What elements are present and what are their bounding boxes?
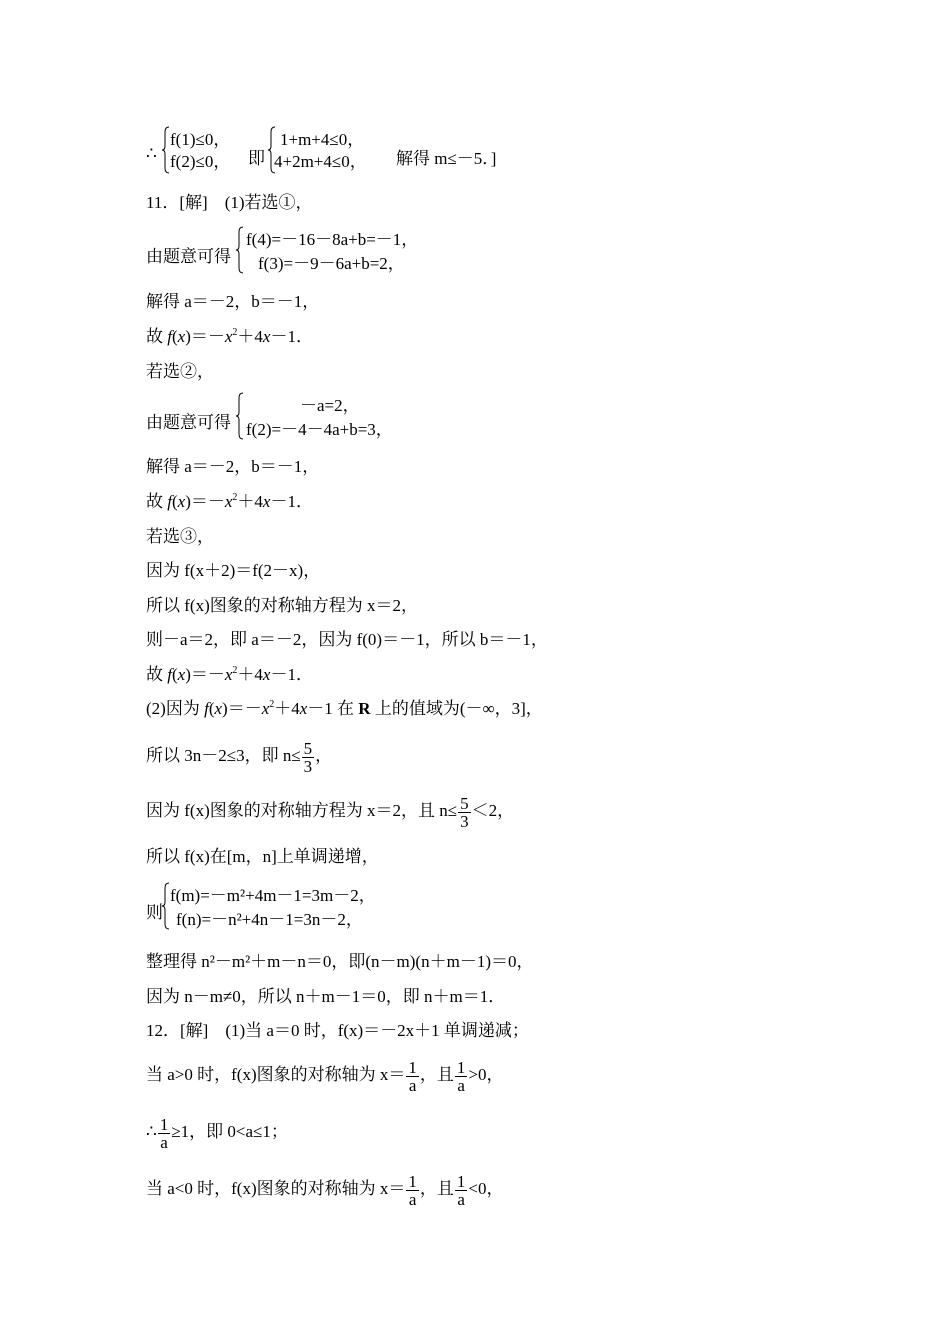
system-row: f(n)=－n²+4n－1=3n－2， <box>176 910 363 929</box>
left-brace-icon <box>162 126 170 174</box>
text-line-fraction: 当 a>0 时，f(x)图象的对称轴为 x＝ $\frac{1}{a}$ ，且 $\frac{1}{a}$ >0， <box>146 1057 504 1095</box>
text-line: 则－a＝2，即 a＝－2，因为 f(0)＝－1，所以 b＝－1， <box>146 630 548 649</box>
text-line: 因为 n－m≠0，所以 n＋m－1＝0，即 n＋m＝1． <box>146 987 506 1006</box>
system-row: f(2)=－4－4a+b=3， <box>246 420 393 439</box>
left-brace-icon <box>236 226 244 274</box>
system-row: 1+m+4≤0， <box>280 130 365 149</box>
system-row: f(2)≤0， <box>170 152 231 171</box>
text-line: 因为 f(x＋2)＝f(2－x)， <box>146 561 321 580</box>
text-line-fraction: 所以 3n－2≤3，即 n≤ $\frac{5}{3}$ ， <box>146 738 333 776</box>
text-line: 所以 f(x)在[m，n]上单调递增， <box>146 847 379 866</box>
system-row: f(1)≤0， <box>170 130 231 149</box>
text-line: 故 $f(x)=-x^2+4x-1$． <box>146 492 313 511</box>
text-line-fraction: 因为 f(x)图象的对称轴方程为 x＝2，且 n≤ $\frac{5}{3}$ ＜2， <box>146 793 515 831</box>
system-row: －a=2， <box>300 396 360 415</box>
therefore-symbol: ∴ <box>146 144 157 163</box>
problem-11-heading: 11．[解] (1)若选①， <box>146 193 313 212</box>
left-brace-icon <box>162 882 170 930</box>
fraction: $\frac{1}{a}$ <box>408 1057 417 1095</box>
text-line: 故 $f(x)=-x^2+4x-1$． <box>146 327 313 346</box>
problem-12-heading: 12．[解] (1)当 a＝0 时，f(x)＝－2x＋1 单调递减； <box>146 1021 529 1040</box>
text-line: 解得 a＝－2，b＝－1， <box>146 292 320 311</box>
system-row: f(3)=－9－6a+b=2， <box>258 254 405 273</box>
text-line: (2)因为 $f(x)=-x^2+4x-1$ 在 R 上的值域为(－∞，3]， <box>146 699 543 718</box>
text-line: 所以 f(x)图象的对称轴方程为 x＝2， <box>146 596 418 615</box>
system-row: 4+2m+4≤0， <box>274 152 367 171</box>
text-line: 若选②， <box>146 362 214 381</box>
text-line-fraction: ∴ $\frac{1}{a}$ ≥1，即 0<a≤1； <box>146 1114 288 1152</box>
fraction: $\frac{5}{3}$ <box>460 793 469 831</box>
connector-text: 即 <box>248 149 265 168</box>
text-line: 故 $f(x)=-x^2+4x-1$． <box>146 665 313 684</box>
fraction: $\frac{5}{3}$ <box>303 738 313 776</box>
fraction: $\frac{1}{a}$ <box>408 1171 417 1209</box>
left-brace-icon <box>236 392 244 440</box>
result-text: 解得 m≤－5．] <box>396 149 497 168</box>
fraction: $\frac{1}{a}$ <box>456 1057 466 1095</box>
fraction: $\frac{1}{a}$ <box>456 1171 466 1209</box>
system-prefix: 由题意可得 <box>146 413 231 432</box>
system-row: f(m)=－m²+4m－1=3m－2， <box>170 886 376 905</box>
system-row: f(4)=－16－8a+b=－1， <box>246 230 419 249</box>
text-line-fraction: 当 a<0 时，f(x)图象的对称轴为 x＝ $\frac{1}{a}$ ，且 $\frac{1}{a}$ <0， <box>146 1171 504 1209</box>
text-line: 若选③， <box>146 527 214 546</box>
fraction: $\frac{1}{a}$ <box>159 1114 169 1152</box>
text-line: 整理得 n²－m²＋m－n＝0，即(n－m)(n＋m－1)＝0， <box>146 952 534 971</box>
system-prefix: 则 <box>146 903 163 922</box>
system-prefix: 由题意可得 <box>146 247 231 266</box>
text-line: 解得 a＝－2，b＝－1， <box>146 457 320 476</box>
